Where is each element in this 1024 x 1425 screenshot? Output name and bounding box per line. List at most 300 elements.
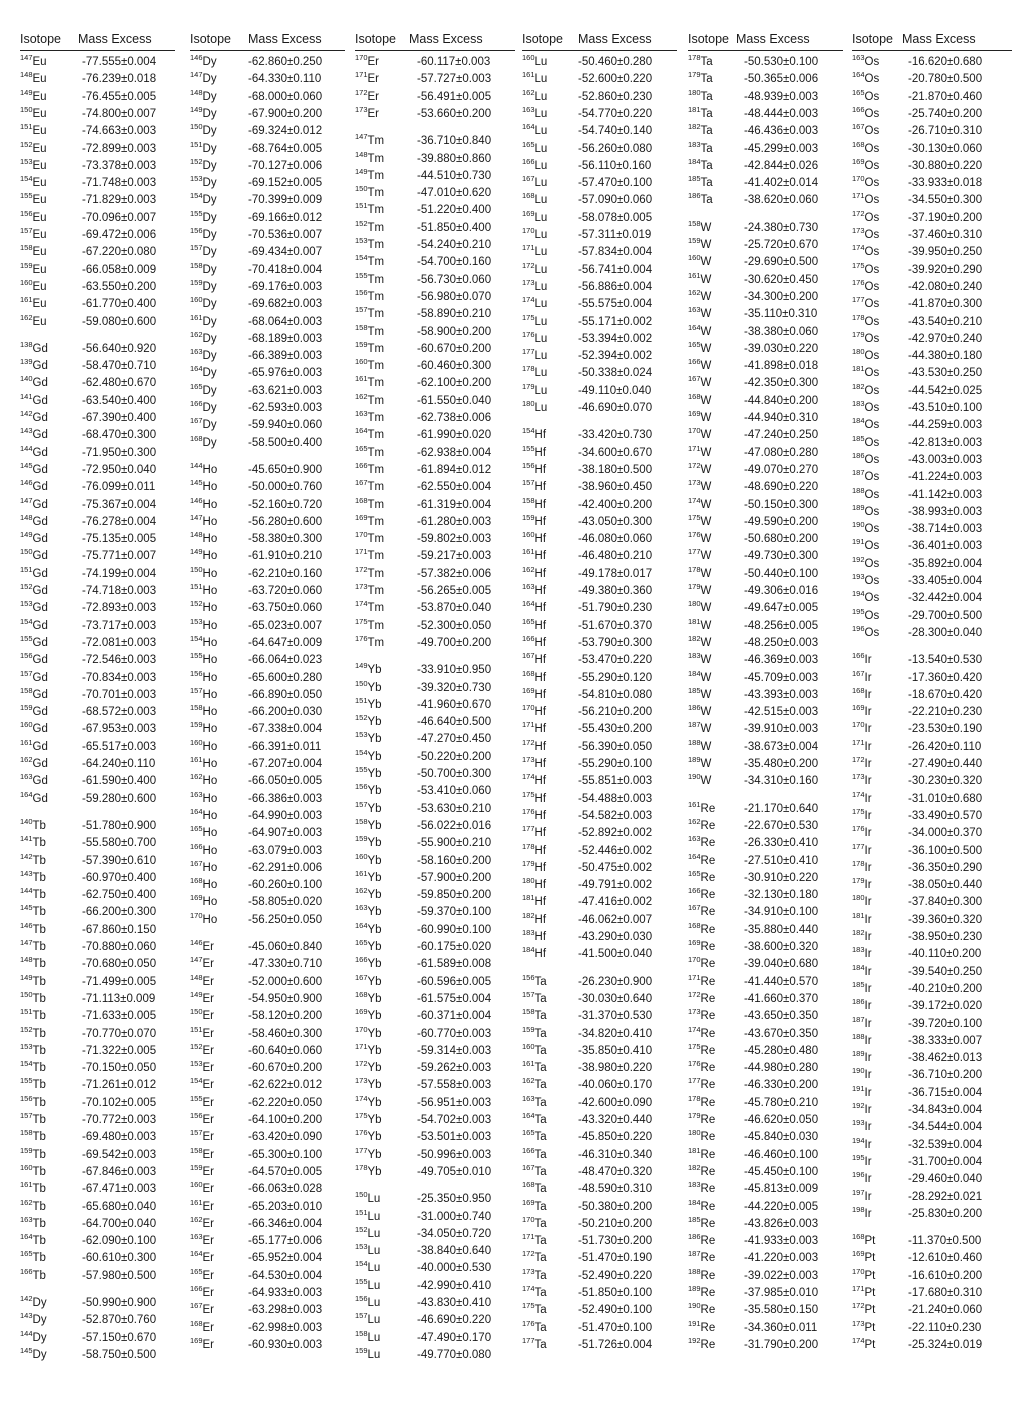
mass-excess-value: -63.298±0.003 <box>248 1304 323 1317</box>
table-row <box>688 1181 843 1197</box>
mass-excess-header: Mass Excess <box>578 32 652 46</box>
mass-excess-value: -50.990±0.900 <box>82 1297 157 1309</box>
table-row <box>190 106 345 122</box>
table-row <box>852 1085 1012 1101</box>
table-row <box>852 296 1012 312</box>
mass-number: 176 <box>852 824 865 834</box>
mass-number: 149 <box>355 661 368 671</box>
table-row <box>688 704 843 720</box>
element-symbol: Er <box>202 1010 215 1023</box>
mass-number: 159 <box>190 277 203 287</box>
mass-number: 154 <box>522 426 535 436</box>
mass-number: 164 <box>355 920 368 930</box>
isotope-label <box>20 262 47 278</box>
table-row <box>20 427 175 443</box>
mass-excess-value: -54.810±0.080 <box>578 688 653 701</box>
mass-number: 171 <box>852 191 865 201</box>
mass-excess-value: -54.702±0.003 <box>417 1114 492 1126</box>
isotope-label <box>852 123 879 139</box>
isotope-label <box>522 1268 547 1284</box>
mass-excess-value: -74.199±0.004 <box>82 567 157 580</box>
mass-number: 169 <box>355 1007 368 1017</box>
element-symbol: W <box>700 723 712 736</box>
table-row <box>355 618 515 634</box>
mass-excess-value: -37.840±0.300 <box>908 896 983 909</box>
table-row <box>20 1233 175 1249</box>
element-symbol: Lu <box>367 1279 381 1292</box>
mass-number: 158 <box>190 1145 203 1155</box>
mass-number: 157 <box>190 243 203 253</box>
mass-number: 197 <box>852 1187 865 1197</box>
element-symbol: Gd <box>32 515 48 528</box>
isotope-label <box>355 939 382 955</box>
element-symbol: Gd <box>32 394 48 407</box>
mass-excess-value: -63.750±0.060 <box>248 602 323 615</box>
table-row <box>688 739 843 755</box>
isotope-label <box>355 133 384 149</box>
table-row <box>688 687 843 703</box>
isotope-label <box>522 175 547 191</box>
mass-number: 186 <box>852 450 865 460</box>
element-symbol: Ir <box>864 1155 872 1168</box>
mass-number: 192 <box>852 1101 865 1110</box>
table-row <box>688 1337 843 1353</box>
mass-excess-value: -66.200±0.300 <box>82 906 157 919</box>
mass-number: 171 <box>522 1232 535 1242</box>
isotope-label <box>355 1278 380 1294</box>
mass-number: 153 <box>20 599 33 609</box>
mass-excess-value: -43.320±0.440 <box>578 1114 653 1126</box>
table-row <box>355 1026 515 1042</box>
element-symbol: Dy <box>202 56 217 68</box>
table-row <box>20 1199 175 1215</box>
table-row <box>852 756 1012 772</box>
isotope-label <box>522 123 547 139</box>
mass-excess-value: -41.500±0.040 <box>578 948 653 961</box>
element-symbol: W <box>700 342 712 355</box>
mass-number: 152 <box>190 599 203 609</box>
mass-excess-value: -51.730±0.200 <box>578 1235 653 1248</box>
mass-excess-value: -62.860±0.250 <box>248 56 323 68</box>
table-row <box>20 175 175 191</box>
table-row <box>190 1129 345 1145</box>
table-row <box>355 220 515 236</box>
mass-excess-value: -34.843±0.004 <box>908 1104 983 1116</box>
isotope-label <box>355 887 382 903</box>
element-symbol: Dy <box>202 177 217 190</box>
mass-excess-value: -61.910±0.210 <box>248 550 323 563</box>
element-symbol: Lu <box>534 402 548 414</box>
mass-excess-value: -41.402±0.014 <box>744 177 819 190</box>
mass-number: 153 <box>355 730 368 740</box>
element-symbol: Ta <box>534 1027 547 1040</box>
table-row <box>522 141 677 157</box>
mass-excess-value: -70.102±0.005 <box>82 1096 157 1109</box>
mass-number: 177 <box>522 824 535 834</box>
mass-number: 161 <box>688 270 701 280</box>
mass-number: 154 <box>190 633 203 643</box>
element-symbol: Tb <box>32 1027 46 1040</box>
table-row <box>852 773 1012 789</box>
isotope-label <box>190 956 214 972</box>
mass-number: 173 <box>852 772 865 782</box>
isotope-label <box>688 887 715 903</box>
mass-excess-value: -69.152±0.005 <box>248 177 323 190</box>
table-row <box>522 175 677 191</box>
table-row <box>522 652 677 668</box>
table-row <box>20 1095 175 1111</box>
table-row <box>522 635 677 651</box>
element-symbol: W <box>700 602 712 615</box>
isotope-label <box>688 1320 715 1336</box>
table-row <box>852 590 1012 606</box>
mass-excess-value: -62.622±0.012 <box>248 1079 323 1092</box>
mass-excess-value: -45.299±0.003 <box>744 142 819 155</box>
table-row <box>190 773 345 789</box>
table-row <box>355 237 515 253</box>
mass-excess-value: -26.330±0.410 <box>744 837 819 850</box>
mass-number: 166 <box>688 357 701 367</box>
element-symbol: Er <box>202 992 215 1005</box>
mass-excess-value: -40.000±0.530 <box>417 1262 492 1275</box>
table-row <box>522 670 677 686</box>
isotope-label <box>688 739 711 755</box>
mass-excess-value: -36.100±0.500 <box>908 844 983 857</box>
isotope-label <box>688 393 711 409</box>
mass-number: 183 <box>852 945 865 955</box>
mass-excess-value: -70.096±0.007 <box>82 211 157 224</box>
element-symbol: Yb <box>367 1096 382 1109</box>
element-symbol: Dy <box>202 125 217 138</box>
element-symbol: Eu <box>32 177 47 190</box>
mass-number: 168 <box>688 391 701 401</box>
mass-number: 139 <box>20 357 33 367</box>
isotope-label <box>852 1268 875 1284</box>
isotope-label <box>522 618 546 634</box>
mass-number: 169 <box>190 1335 203 1345</box>
mass-number: 147 <box>190 955 203 965</box>
table-row <box>522 71 677 87</box>
element-symbol: Lu <box>367 1262 381 1275</box>
table-column <box>852 28 1012 1418</box>
mass-excess-value: -63.621±0.003 <box>248 384 323 397</box>
isotope-label <box>355 1226 380 1242</box>
mass-number: 165 <box>355 443 368 453</box>
isotope-label <box>190 843 217 859</box>
table-row <box>852 1154 1012 1170</box>
mass-number: 162 <box>190 1214 203 1224</box>
element-symbol: Os <box>864 471 880 484</box>
isotope-label <box>522 445 546 461</box>
element-symbol: Ta <box>534 1096 547 1109</box>
isotope-label <box>20 939 46 955</box>
element-symbol: Ta <box>534 1269 547 1282</box>
table-row <box>688 583 843 599</box>
element-symbol: Er <box>202 1235 215 1248</box>
table-row <box>20 687 175 703</box>
mass-number: 168 <box>355 989 368 999</box>
mass-excess-value: -67.860±0.150 <box>82 923 157 936</box>
mass-excess-value: -57.390±0.610 <box>82 854 157 867</box>
mass-excess-value: -47.416±0.002 <box>578 896 653 909</box>
table-row <box>355 697 515 713</box>
table-row <box>852 279 1012 295</box>
mass-number: 158 <box>190 260 203 270</box>
isotope-label <box>355 202 384 218</box>
isotope-label <box>190 1285 214 1301</box>
mass-number: 172 <box>355 1059 368 1069</box>
element-symbol: Ir <box>864 1069 872 1082</box>
mass-number: 153 <box>190 616 203 626</box>
mass-excess-value: -72.950±0.040 <box>82 463 157 476</box>
mass-excess-value: -16.610±0.200 <box>908 1269 983 1282</box>
table-row <box>852 71 1012 87</box>
isotope-label <box>20 791 48 807</box>
element-symbol: Gd <box>32 602 48 615</box>
isotope-label <box>355 697 382 713</box>
element-symbol: Hf <box>534 896 547 909</box>
mass-number: 148 <box>20 512 33 522</box>
mass-number: 144 <box>20 443 33 453</box>
isotope-label <box>688 106 713 122</box>
mass-excess-value: -60.670±0.200 <box>248 1062 323 1075</box>
isotope-label <box>20 818 46 834</box>
isotope-label <box>190 1112 214 1128</box>
table-row <box>355 168 515 184</box>
mass-number: 194 <box>852 589 865 599</box>
isotope-label <box>852 652 872 668</box>
mass-excess-value: -47.240±0.250 <box>744 429 819 442</box>
column-header <box>355 28 515 51</box>
table-row <box>20 71 175 87</box>
element-symbol: Yb <box>367 785 382 798</box>
mass-number: 169 <box>852 703 865 713</box>
mass-number: 165 <box>852 87 865 97</box>
mass-excess-value: -76.455±0.005 <box>82 90 157 103</box>
table-row <box>688 1112 843 1128</box>
element-symbol: Ta <box>534 1114 547 1126</box>
mass-number: 150 <box>190 564 203 574</box>
mass-excess-value: -65.600±0.280 <box>248 671 323 684</box>
table-row <box>522 1060 677 1076</box>
table-row <box>852 262 1012 278</box>
element-symbol: Lu <box>534 246 548 259</box>
mass-excess-value: -54.582±0.003 <box>578 809 653 822</box>
table-row <box>688 1199 843 1215</box>
mass-number: 163 <box>190 789 203 799</box>
element-symbol: Dy <box>202 280 217 293</box>
mass-excess-value: -33.405±0.004 <box>908 575 983 587</box>
isotope-label <box>522 427 546 443</box>
table-row <box>355 445 515 461</box>
mass-excess-value: -51.726±0.004 <box>578 1338 653 1351</box>
mass-excess-value: -59.217±0.003 <box>417 550 492 563</box>
mass-number: 159 <box>20 1145 33 1155</box>
isotope-header: Isotope <box>688 32 730 46</box>
element-symbol: Hf <box>534 636 547 649</box>
mass-excess-value: -67.471±0.003 <box>82 1183 157 1196</box>
element-symbol: W <box>700 740 712 753</box>
mass-excess-value: -23.530±0.190 <box>908 723 983 736</box>
mass-number: 149 <box>190 547 203 557</box>
mass-number: 195 <box>852 1152 865 1162</box>
mass-number: 181 <box>688 616 701 626</box>
mass-number: 174 <box>852 243 865 253</box>
table-row <box>355 133 515 149</box>
isotope-label <box>522 514 546 530</box>
element-symbol: Os <box>864 90 880 103</box>
isotope-label <box>688 670 711 686</box>
mass-number: 166 <box>355 460 368 470</box>
table-row <box>190 1216 345 1232</box>
mass-number: 188 <box>852 1031 865 1041</box>
table-row <box>522 158 677 174</box>
mass-excess-value: -22.110±0.230 <box>908 1321 982 1334</box>
table-row <box>20 600 175 616</box>
mass-number: 154 <box>355 1259 368 1269</box>
mass-excess-value: -42.844±0.026 <box>744 159 819 172</box>
element-symbol: W <box>700 221 712 234</box>
isotope-label <box>688 600 711 616</box>
element-symbol: W <box>700 239 712 251</box>
mass-number: 160 <box>355 357 368 367</box>
table-row <box>688 175 843 191</box>
mass-excess-header: Mass Excess <box>78 32 152 46</box>
mass-number: 156 <box>20 208 33 218</box>
table-row <box>190 279 345 295</box>
mass-number: 150 <box>20 989 33 999</box>
isotope-label <box>355 1077 382 1093</box>
isotope-label <box>20 548 48 564</box>
isotope-label <box>852 487 879 503</box>
mass-excess-value: -34.310±0.160 <box>744 775 819 788</box>
mass-number: 174 <box>522 772 535 782</box>
mass-number: 146 <box>190 495 203 505</box>
mass-number: 191 <box>688 1318 701 1328</box>
table-row <box>522 227 677 243</box>
mass-number: 177 <box>522 1335 535 1345</box>
isotope-label <box>852 244 879 260</box>
table-row <box>190 670 345 686</box>
mass-number: 146 <box>20 920 33 930</box>
table-row <box>190 417 345 433</box>
mass-number: 182 <box>852 928 865 937</box>
mass-number: 152 <box>355 1224 368 1234</box>
mass-number: 179 <box>688 582 701 591</box>
mass-excess-value: -52.490±0.220 <box>578 1269 653 1282</box>
table-row <box>852 1206 1012 1222</box>
isotope-label <box>688 324 711 340</box>
isotope-label <box>522 583 546 599</box>
table-row <box>852 877 1012 893</box>
table-row <box>20 1129 175 1145</box>
isotope-label <box>852 721 872 737</box>
element-symbol: Tm <box>367 256 385 269</box>
table-row <box>688 566 843 582</box>
isotope-label <box>852 158 879 174</box>
mass-number: 174 <box>522 1284 535 1293</box>
isotope-label <box>688 71 713 87</box>
isotope-label <box>20 1164 46 1180</box>
element-symbol: Gd <box>32 585 48 597</box>
element-symbol: Lu <box>534 332 548 345</box>
mass-excess-value: -71.499±0.005 <box>82 975 157 988</box>
mass-number: 167 <box>852 668 865 678</box>
mass-number: 154 <box>190 1076 203 1086</box>
isotope-label <box>190 1043 214 1059</box>
table-row <box>20 106 175 122</box>
table-row <box>20 1026 175 1042</box>
mass-number: 165 <box>522 616 535 626</box>
element-symbol: Lu <box>534 107 548 120</box>
element-symbol: Os <box>864 626 880 639</box>
mass-excess-header: Mass Excess <box>902 32 976 46</box>
element-symbol: Er <box>202 1304 215 1317</box>
mass-number: 165 <box>688 868 701 878</box>
isotope-label <box>852 1033 872 1049</box>
mass-excess-value: -72.081±0.003 <box>82 636 157 649</box>
mass-number: 138 <box>20 339 33 349</box>
mass-excess-value: -51.780±0.900 <box>82 819 157 832</box>
element-symbol: Tm <box>367 567 385 580</box>
table-row <box>190 227 345 243</box>
table-row <box>522 383 677 399</box>
element-symbol: Re <box>700 1044 716 1057</box>
mass-excess-value: -32.539±0.004 <box>908 1138 983 1151</box>
mass-excess-value: -41.870±0.300 <box>908 298 983 311</box>
isotope-label <box>852 860 872 876</box>
table-row <box>20 974 175 990</box>
element-symbol: Lu <box>534 211 548 224</box>
table-row <box>20 1164 175 1180</box>
mass-excess-value: -65.177±0.006 <box>248 1235 323 1248</box>
table-row <box>688 479 843 495</box>
mass-number: 159 <box>522 512 535 522</box>
mass-number: 179 <box>852 329 865 339</box>
mass-excess-value: -59.262±0.003 <box>417 1062 492 1075</box>
mass-excess-value: -51.670±0.370 <box>578 619 653 632</box>
table-row <box>688 870 843 886</box>
isotope-label <box>355 835 382 851</box>
element-symbol: Yb <box>367 906 382 919</box>
table-row <box>522 912 677 928</box>
isotope-label <box>852 1050 872 1066</box>
mass-excess-value: -57.382±0.006 <box>417 567 492 580</box>
mass-number: 162 <box>688 816 701 826</box>
mass-number: 157 <box>20 226 33 235</box>
mass-excess-value: -66.064±0.023 <box>248 654 323 667</box>
isotope-label <box>355 1330 380 1346</box>
element-symbol: Eu <box>32 159 47 172</box>
mass-excess-value: -41.142±0.003 <box>908 488 983 501</box>
mass-excess-value: -50.210±0.200 <box>578 1217 653 1230</box>
table-row <box>522 296 677 312</box>
mass-excess-header: Mass Excess <box>736 32 810 46</box>
mass-number: 155 <box>20 633 33 643</box>
table-row <box>20 835 175 851</box>
mass-number: 149 <box>355 166 368 176</box>
element-symbol: Yb <box>367 1131 382 1144</box>
mass-excess-value: -36.401±0.003 <box>908 540 983 553</box>
element-symbol: Gd <box>32 636 48 649</box>
mass-excess-value: -36.350±0.290 <box>908 861 983 874</box>
mass-number: 164 <box>20 789 33 799</box>
isotope-label <box>688 479 711 495</box>
mass-number: 164 <box>852 70 865 80</box>
table-row <box>522 991 677 1007</box>
table-row <box>522 192 677 208</box>
mass-excess-value: -56.110±0.160 <box>578 159 652 172</box>
